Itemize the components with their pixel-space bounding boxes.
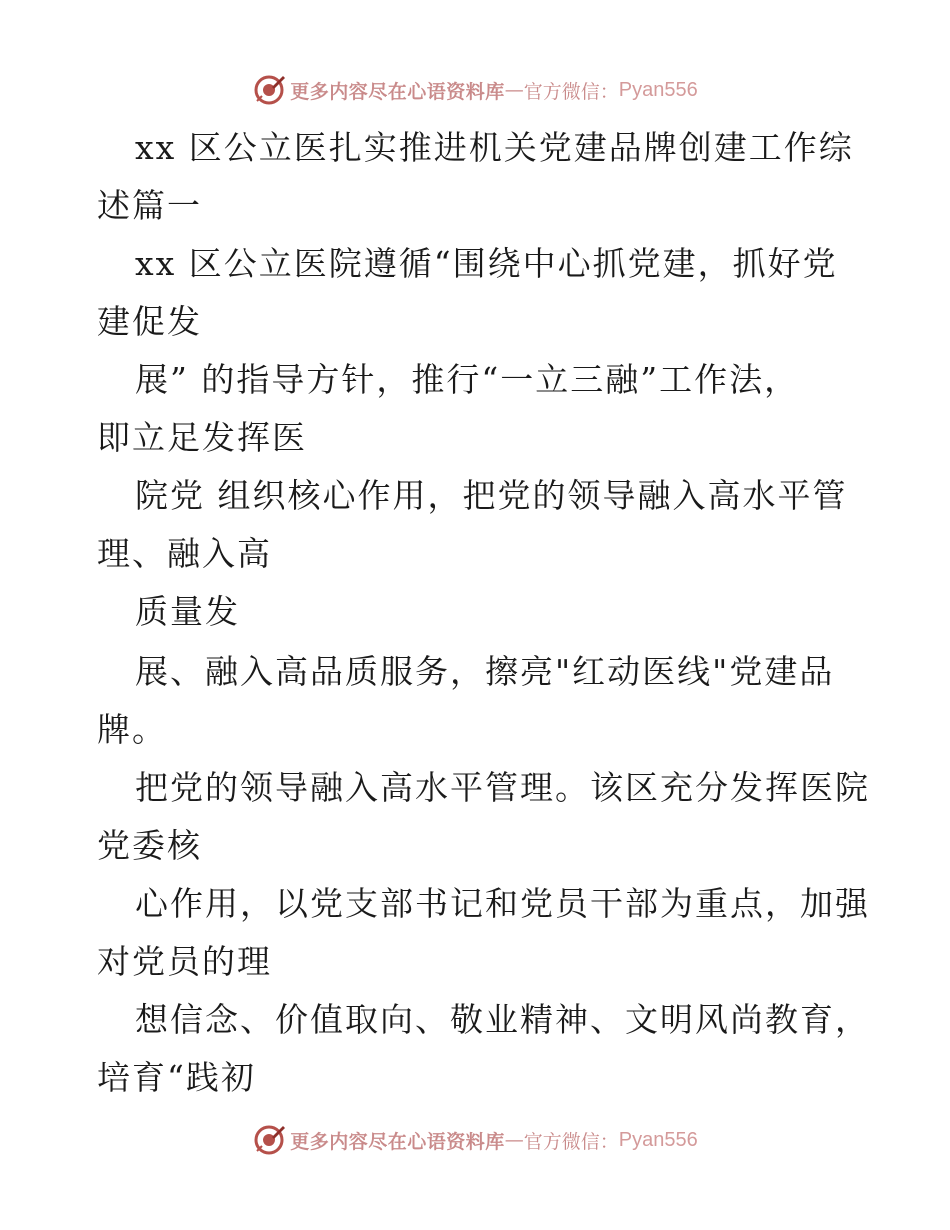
text-line: 述篇一: [97, 186, 202, 225]
pen-logo-icon: [252, 73, 286, 107]
banner-separator: —: [504, 79, 524, 101]
pen-logo-icon: [252, 1123, 286, 1157]
banner-wechat-label: 官方微信：: [523, 1130, 619, 1153]
text-line: 把党的领导融入高水平管理。该区充分发挥医院: [135, 768, 870, 807]
text-line: xx 区公立医扎实推进机关党建品牌创建工作综: [135, 128, 854, 167]
banner-wechat-label: 官方微信：: [523, 80, 619, 103]
header-banner: [0, 70, 950, 110]
banner-title: 更多内容尽在心语资料库: [290, 1130, 505, 1153]
text-line: 质量发: [135, 592, 240, 631]
text-line: 展” 的指导方针，推行“一立三融”工作法，: [135, 360, 800, 399]
text-line: 培育“践初: [97, 1058, 256, 1097]
text-line: 党委核: [97, 826, 202, 865]
text-line: 建促发: [97, 302, 202, 341]
text-line: 牌。: [97, 710, 167, 749]
text-line: xx 区公立医院遵循“围绕中心抓党建，抓好党: [135, 244, 838, 283]
footer-banner: [0, 1120, 950, 1160]
banner-title: 更多内容尽在心语资料库: [290, 80, 505, 103]
text-line: 对党员的理: [97, 942, 272, 981]
text-line: 展、融入高品质服务，擦亮"红动医线"党建品: [135, 652, 835, 691]
banner-wechat-id: Pyan556: [618, 78, 698, 101]
text-line: 即立足发挥医: [97, 418, 307, 457]
text-line: 院党 组织核心作用，把党的领导融入高水平管: [135, 476, 848, 515]
banner-separator: —: [504, 1129, 524, 1151]
text-line: 心作用，以党支部书记和党员干部为重点，加强: [135, 884, 870, 923]
text-line: 理、融入高: [97, 534, 272, 573]
text-line: 想信念、价值取向、敬业精神、文明风尚教育，: [135, 1000, 870, 1039]
banner-wechat-id: Pyan556: [618, 1128, 698, 1151]
